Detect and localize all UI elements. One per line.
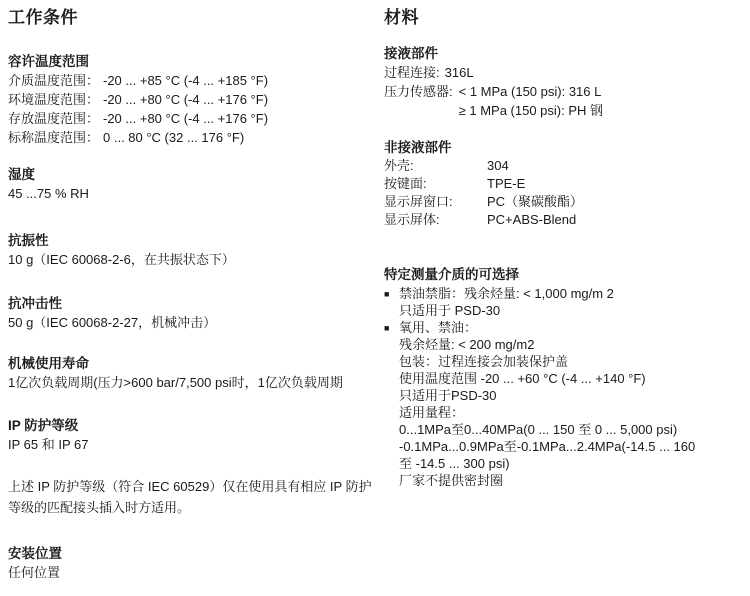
spec-value: 316L	[444, 65, 474, 80]
list-item-line: 至 -14.5 ... 300 psi)	[399, 456, 510, 471]
section-heading: 机械使用寿命	[8, 356, 89, 371]
bullet-square-icon: ■	[384, 289, 390, 299]
spec-row	[384, 175, 744, 193]
spec-row	[8, 90, 372, 109]
spec-value: 0 ... 80 °C (32 ... 176 °F)	[103, 130, 245, 145]
section-ip-rating	[8, 416, 372, 518]
section-heading: 安装位置	[8, 546, 62, 561]
list-item-line: -0.1MPa...0.9MPa至-0.1MPa...2.4MPa(-14.5 ... 160	[399, 439, 696, 454]
list-item	[384, 319, 744, 489]
working-conditions-column	[8, 0, 372, 582]
bullet-square-icon: ■	[384, 323, 390, 333]
spec-row	[8, 128, 372, 147]
spec-label: 压力传感器:	[384, 84, 453, 99]
spec-row	[384, 211, 744, 229]
section-media-options	[384, 265, 744, 489]
spec-value: ≥ 1 MPa (150 psi): PH 钢	[458, 103, 604, 118]
section-wetted-parts	[384, 44, 744, 120]
spec-label: 标称温度范围：	[8, 130, 100, 145]
section-non-wetted-parts	[384, 138, 744, 229]
spec-value: 45 ...75 % RH	[8, 186, 89, 201]
section-heading: IP 防护等级	[8, 418, 79, 433]
list-item-line: 残余烃量: < 200 mg/m2	[399, 337, 535, 352]
list-item-line: 禁油禁脂：残余烃量: < 1,000 mg/m 2	[399, 286, 614, 301]
spec-label: 外壳:	[384, 158, 414, 173]
spec-row	[384, 157, 744, 175]
spec-label: 按键面:	[384, 176, 427, 191]
section-heading: 接液部件	[384, 46, 438, 61]
section-heading: 容许温度范围	[8, 54, 89, 69]
section-heading: 抗振性	[8, 233, 49, 248]
spec-row	[384, 63, 744, 82]
spec-value: 50 g（IEC 60068-2-27，机械冲击）	[8, 315, 217, 330]
list-item	[384, 285, 744, 319]
section-vibration-resistance	[8, 231, 372, 269]
ip-rating-note: 上述 IP 防护等级（符合 IEC 60529）仅在使用具有相应 IP 防护等级的匹配接头插入时方适用。	[8, 479, 372, 515]
section-mechanical-life	[8, 354, 372, 392]
list-item-line: 适用量程：	[399, 405, 465, 420]
spec-value: 任何位置	[8, 565, 61, 580]
spec-label: 显示屏体:	[384, 212, 440, 227]
spec-value: IP 65 和 IP 67	[8, 437, 89, 452]
spec-label: 显示屏窗口:	[384, 194, 453, 209]
list-item-line: 0...1MPa至0...40MPa(0 ... 150 至 0 ... 5,000 psi)	[399, 422, 678, 437]
spec-row	[8, 109, 372, 128]
list-item-line: 只适用于 PSD-30	[399, 303, 501, 318]
section-shock-resistance	[8, 294, 372, 332]
section-heading: 非接液部件	[384, 140, 452, 155]
spec-row	[8, 71, 372, 90]
spec-value-group	[459, 82, 603, 120]
working-conditions-title: 工作条件	[8, 8, 78, 27]
spec-label: 介质温度范围：	[8, 73, 100, 88]
list-item-line: 厂家不提供密封圈	[399, 473, 504, 488]
spec-label: 过程连接:	[384, 65, 440, 80]
spec-value: -20 ... +80 °C (-4 ... +176 °F)	[103, 92, 269, 107]
spec-value: PC+ABS-Blend	[487, 212, 577, 227]
section-heading: 特定测量介质的可选择	[384, 267, 519, 282]
materials-title: 材料	[384, 8, 419, 27]
section-humidity	[8, 165, 372, 203]
spec-value: 304	[487, 158, 509, 173]
spec-label: 环境温度范围：	[8, 92, 100, 107]
section-heading: 湿度	[8, 167, 35, 182]
list-item-line: 包装：过程连接会加装保护盖	[399, 354, 569, 369]
section-heading: 抗冲击性	[8, 296, 62, 311]
spec-value: -20 ... +80 °C (-4 ... +176 °F)	[103, 111, 269, 126]
spec-value: 1亿次负载周期(压力>600 bar/7,500 psi时，1亿次负载周期	[8, 375, 343, 390]
materials-column	[384, 0, 744, 489]
spec-value: < 1 MPa (150 psi): 316 L	[458, 84, 602, 99]
section-mounting-position	[8, 544, 372, 582]
spec-value: -20 ... +85 °C (-4 ... +185 °F)	[103, 73, 269, 88]
list-item-text	[399, 319, 695, 489]
spec-value: PC（聚碳酸酯）	[487, 194, 584, 209]
list-item-line: 只适用于PSD-30	[399, 388, 497, 403]
spec-row	[384, 82, 744, 120]
spec-value: TPE-E	[487, 176, 526, 191]
list-item-line: 氧用、禁油：	[399, 320, 478, 335]
list-item-text	[399, 285, 614, 319]
spec-label: 存放温度范围：	[8, 111, 100, 126]
spec-row	[384, 193, 744, 211]
spec-value: 10 g（IEC 60068-2-6，在共振状态下）	[8, 252, 235, 267]
list-item-line: 使用温度范围 -20 ... +60 °C (-4 ... +140 °F)	[399, 371, 646, 386]
section-temperature-range	[8, 52, 372, 147]
